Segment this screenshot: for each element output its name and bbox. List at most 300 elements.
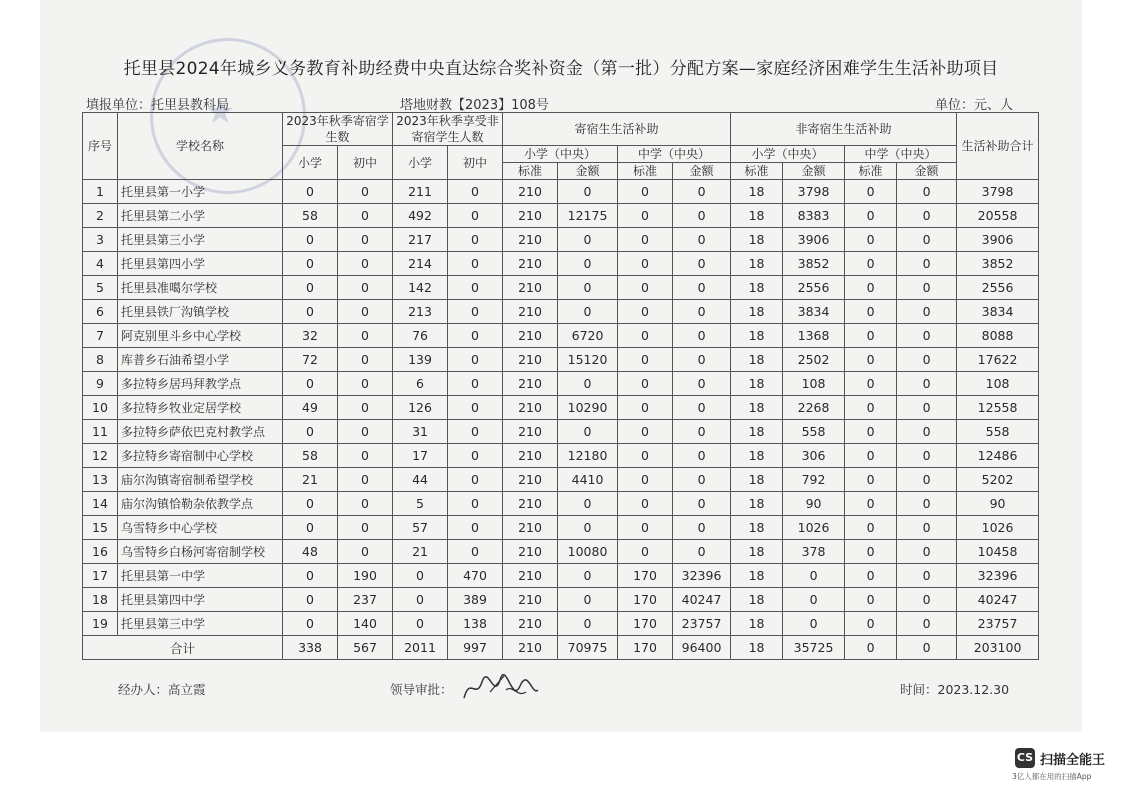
table-cell: 0 xyxy=(448,228,503,252)
table-row xyxy=(83,372,1039,396)
table-cell: 213 xyxy=(393,300,448,324)
table-cell: 0 xyxy=(845,492,897,516)
table-cell: 18 xyxy=(731,468,783,492)
table-cell: 0 xyxy=(673,516,731,540)
table-row xyxy=(83,588,1039,612)
total-cell: 203100 xyxy=(957,636,1039,660)
table-cell: 0 xyxy=(618,300,673,324)
table-cell: 4410 xyxy=(558,468,618,492)
table-cell: 17 xyxy=(393,444,448,468)
table-cell: 0 xyxy=(845,444,897,468)
table-cell: 0 xyxy=(897,540,957,564)
table-cell: 18 xyxy=(83,588,118,612)
total-cell: 0 xyxy=(897,636,957,660)
table-cell: 20558 xyxy=(957,204,1039,228)
table-cell: 18 xyxy=(731,444,783,468)
table-cell: 19 xyxy=(83,612,118,636)
table-cell: 5 xyxy=(393,492,448,516)
table-cell: 210 xyxy=(503,612,558,636)
school-name-cell: 托里县第三中学 xyxy=(118,612,283,636)
table-cell: 0 xyxy=(618,324,673,348)
header-standard: 标准 xyxy=(503,163,558,180)
table-cell: 0 xyxy=(558,372,618,396)
table-row xyxy=(83,540,1039,564)
table-row xyxy=(83,252,1039,276)
table-cell: 0 xyxy=(448,492,503,516)
table-row xyxy=(83,444,1039,468)
table-cell: 0 xyxy=(558,588,618,612)
header-junior: 初中 xyxy=(448,146,503,180)
unit-label: 单位：元、人 xyxy=(935,98,1014,113)
table-cell: 7 xyxy=(83,324,118,348)
table-cell: 1 xyxy=(83,180,118,204)
table-cell: 18 xyxy=(731,540,783,564)
table-row xyxy=(83,396,1039,420)
school-name-cell: 托里县第三小学 xyxy=(118,228,283,252)
table-cell: 0 xyxy=(618,444,673,468)
table-cell: 3798 xyxy=(957,180,1039,204)
table-cell: 0 xyxy=(448,204,503,228)
table-cell: 31 xyxy=(393,420,448,444)
table-cell: 3834 xyxy=(783,300,845,324)
table-cell: 492 xyxy=(393,204,448,228)
table-cell: 0 xyxy=(618,372,673,396)
table-cell: 0 xyxy=(558,228,618,252)
table-cell: 0 xyxy=(283,516,338,540)
document-number: 塔地财教【2023】108号 xyxy=(400,98,549,113)
table-cell: 210 xyxy=(503,588,558,612)
table-cell: 90 xyxy=(957,492,1039,516)
table-cell: 210 xyxy=(503,540,558,564)
table-cell: 0 xyxy=(897,252,957,276)
table-cell: 0 xyxy=(845,540,897,564)
table-cell: 0 xyxy=(283,564,338,588)
handwritten-signature xyxy=(460,670,540,708)
table-cell: 237 xyxy=(338,588,393,612)
table-cell: 0 xyxy=(618,468,673,492)
table-cell: 0 xyxy=(338,396,393,420)
table-cell: 12180 xyxy=(558,444,618,468)
table-cell: 57 xyxy=(393,516,448,540)
header-school: 学校名称 xyxy=(118,113,283,180)
table-cell: 0 xyxy=(897,396,957,420)
table-cell: 0 xyxy=(897,420,957,444)
table-row xyxy=(83,468,1039,492)
header-amount: 金额 xyxy=(783,163,845,180)
table-cell: 210 xyxy=(503,468,558,492)
document-title: 托里县2024年城乡义务教育补助经费中央直达综合奖补资金（第一批）分配方案—家庭经济困难学生生活补助项目 xyxy=(123,59,999,79)
table-cell: 210 xyxy=(503,252,558,276)
scanner-app-name: 扫描全能王 xyxy=(1040,752,1106,768)
table-cell: 0 xyxy=(283,588,338,612)
table-cell: 12486 xyxy=(957,444,1039,468)
table-cell: 0 xyxy=(338,372,393,396)
table-cell: 210 xyxy=(503,276,558,300)
table-cell: 0 xyxy=(673,300,731,324)
table-cell: 4 xyxy=(83,252,118,276)
table-cell: 210 xyxy=(503,180,558,204)
table-row xyxy=(83,276,1039,300)
table-cell: 0 xyxy=(338,276,393,300)
table-cell: 0 xyxy=(673,252,731,276)
table-cell: 0 xyxy=(845,252,897,276)
table-cell: 0 xyxy=(673,396,731,420)
school-name-cell: 多拉特乡萨依巴克村教学点 xyxy=(118,420,283,444)
table-cell: 0 xyxy=(283,420,338,444)
subsidy-table xyxy=(82,112,1039,660)
table-cell: 0 xyxy=(845,396,897,420)
table-cell: 0 xyxy=(448,516,503,540)
table-cell: 0 xyxy=(673,348,731,372)
table-cell: 210 xyxy=(503,372,558,396)
table-cell: 6 xyxy=(393,372,448,396)
table-cell: 0 xyxy=(338,516,393,540)
table-cell: 11 xyxy=(83,420,118,444)
table-cell: 5202 xyxy=(957,468,1039,492)
table-row xyxy=(83,516,1039,540)
school-name-cell: 阿克别里斗乡中心学校 xyxy=(118,324,283,348)
table-cell: 58 xyxy=(283,444,338,468)
header-nonboarding-count: 2023年秋季享受非寄宿学生人数 xyxy=(393,113,503,146)
table-cell: 0 xyxy=(283,612,338,636)
table-cell: 0 xyxy=(673,276,731,300)
school-name-cell: 乌雪特乡中心学校 xyxy=(118,516,283,540)
table-cell: 90 xyxy=(783,492,845,516)
table-cell: 0 xyxy=(845,204,897,228)
table-cell: 210 xyxy=(503,204,558,228)
table-cell: 0 xyxy=(393,564,448,588)
header-primary: 小学 xyxy=(393,146,448,180)
table-cell: 210 xyxy=(503,396,558,420)
header-primary-central: 小学（中央） xyxy=(731,146,845,163)
header-standard: 标准 xyxy=(731,163,783,180)
table-cell: 108 xyxy=(783,372,845,396)
school-name-cell: 托里县第四中学 xyxy=(118,588,283,612)
table-cell: 0 xyxy=(558,564,618,588)
scanner-slogan: 3亿人都在用的扫描App xyxy=(1012,772,1092,781)
table-cell: 10458 xyxy=(957,540,1039,564)
header-standard: 标准 xyxy=(845,163,897,180)
seal-star-icon: ★ xyxy=(205,92,236,132)
approval-label: 领导审批： xyxy=(390,682,453,697)
table-cell: 0 xyxy=(448,468,503,492)
table-cell: 0 xyxy=(283,372,338,396)
table-cell: 214 xyxy=(393,252,448,276)
table-cell: 2556 xyxy=(783,276,845,300)
table-cell: 0 xyxy=(845,420,897,444)
table-cell: 0 xyxy=(618,420,673,444)
table-cell: 306 xyxy=(783,444,845,468)
table-cell: 211 xyxy=(393,180,448,204)
table-cell: 44 xyxy=(393,468,448,492)
table-cell: 0 xyxy=(618,180,673,204)
table-cell: 0 xyxy=(283,492,338,516)
handler-label: 经办人：高立霞 xyxy=(118,682,206,697)
table-cell: 210 xyxy=(503,348,558,372)
table-cell: 32396 xyxy=(673,564,731,588)
table-row xyxy=(83,180,1039,204)
table-cell: 21 xyxy=(283,468,338,492)
table-cell: 18 xyxy=(731,180,783,204)
table-cell: 0 xyxy=(448,444,503,468)
table-cell: 0 xyxy=(618,540,673,564)
table-cell: 0 xyxy=(448,540,503,564)
table-cell: 23757 xyxy=(957,612,1039,636)
header-primary: 小学 xyxy=(283,146,338,180)
table-cell: 40247 xyxy=(957,588,1039,612)
table-cell: 15 xyxy=(83,516,118,540)
table-cell: 0 xyxy=(558,252,618,276)
table-cell: 0 xyxy=(448,420,503,444)
table-cell: 0 xyxy=(558,492,618,516)
table-cell: 0 xyxy=(783,564,845,588)
table-cell: 0 xyxy=(897,564,957,588)
table-cell: 0 xyxy=(338,420,393,444)
table-cell: 126 xyxy=(393,396,448,420)
total-cell: 210 xyxy=(503,636,558,660)
table-cell: 6720 xyxy=(558,324,618,348)
table-cell: 0 xyxy=(673,420,731,444)
table-cell: 170 xyxy=(618,588,673,612)
header-row-1 xyxy=(83,113,1039,146)
table-cell: 0 xyxy=(618,348,673,372)
table-cell: 18 xyxy=(731,324,783,348)
school-name-cell: 乌雪特乡白杨河寄宿制学校 xyxy=(118,540,283,564)
table-cell: 8383 xyxy=(783,204,845,228)
table-cell: 210 xyxy=(503,300,558,324)
table-cell: 1368 xyxy=(783,324,845,348)
table-cell: 0 xyxy=(338,324,393,348)
table-cell: 0 xyxy=(283,180,338,204)
table-cell: 0 xyxy=(393,588,448,612)
total-cell: 70975 xyxy=(558,636,618,660)
table-cell: 0 xyxy=(338,492,393,516)
total-cell: 35725 xyxy=(783,636,845,660)
table-cell: 3852 xyxy=(783,252,845,276)
table-cell: 138 xyxy=(448,612,503,636)
table-cell: 0 xyxy=(448,348,503,372)
table-row xyxy=(83,564,1039,588)
table-cell: 0 xyxy=(283,276,338,300)
total-cell: 567 xyxy=(338,636,393,660)
filling-unit: 填报单位：托里县教科局 xyxy=(86,98,230,113)
table-cell: 0 xyxy=(897,348,957,372)
header-amount: 金额 xyxy=(897,163,957,180)
school-name-cell: 托里县第一中学 xyxy=(118,564,283,588)
table-cell: 142 xyxy=(393,276,448,300)
table-cell: 0 xyxy=(338,180,393,204)
header-standard: 标准 xyxy=(618,163,673,180)
table-cell: 210 xyxy=(503,564,558,588)
table-cell: 2268 xyxy=(783,396,845,420)
table-cell: 217 xyxy=(393,228,448,252)
table-cell: 0 xyxy=(338,468,393,492)
table-cell: 0 xyxy=(618,252,673,276)
school-name-cell: 庙尔沟镇寄宿制希望学校 xyxy=(118,468,283,492)
table-cell: 5 xyxy=(83,276,118,300)
table-cell: 0 xyxy=(338,228,393,252)
table-cell: 0 xyxy=(673,444,731,468)
table-cell: 0 xyxy=(845,516,897,540)
table-cell: 40247 xyxy=(673,588,731,612)
header-primary-central: 小学（中央） xyxy=(503,146,618,163)
table-cell: 0 xyxy=(673,372,731,396)
table-cell: 108 xyxy=(957,372,1039,396)
table-row xyxy=(83,348,1039,372)
table-cell: 170 xyxy=(618,612,673,636)
table-cell: 3 xyxy=(83,228,118,252)
table-cell: 12 xyxy=(83,444,118,468)
table-cell: 558 xyxy=(957,420,1039,444)
table-cell: 49 xyxy=(283,396,338,420)
school-name-cell: 库普乡石油希望小学 xyxy=(118,348,283,372)
header-total: 生活补助合计 xyxy=(957,113,1039,180)
table-cell: 558 xyxy=(783,420,845,444)
table-cell: 32 xyxy=(283,324,338,348)
table-cell: 0 xyxy=(283,252,338,276)
table-cell: 2 xyxy=(83,204,118,228)
table-row xyxy=(83,204,1039,228)
table-cell: 10080 xyxy=(558,540,618,564)
table-cell: 0 xyxy=(897,612,957,636)
table-cell: 18 xyxy=(731,204,783,228)
total-row xyxy=(83,636,1039,660)
table-cell: 18 xyxy=(731,492,783,516)
school-name-cell: 多拉特乡寄宿制中心学校 xyxy=(118,444,283,468)
total-cell: 2011 xyxy=(393,636,448,660)
table-cell: 2502 xyxy=(783,348,845,372)
table-cell: 1026 xyxy=(957,516,1039,540)
table-cell: 1026 xyxy=(783,516,845,540)
table-cell: 3906 xyxy=(783,228,845,252)
school-name-cell: 托里县第四小学 xyxy=(118,252,283,276)
table-cell: 0 xyxy=(338,300,393,324)
header-seq: 序号 xyxy=(83,113,118,180)
table-row xyxy=(83,228,1039,252)
table-row xyxy=(83,300,1039,324)
table-cell: 3906 xyxy=(957,228,1039,252)
table-cell: 0 xyxy=(448,300,503,324)
table-cell: 190 xyxy=(338,564,393,588)
table-cell: 210 xyxy=(503,228,558,252)
table-cell: 0 xyxy=(448,276,503,300)
table-cell: 0 xyxy=(558,180,618,204)
table-cell: 0 xyxy=(845,348,897,372)
table-cell: 0 xyxy=(673,204,731,228)
table-cell: 792 xyxy=(783,468,845,492)
table-cell: 16 xyxy=(83,540,118,564)
table-cell: 0 xyxy=(845,372,897,396)
table-cell: 18 xyxy=(731,276,783,300)
table-cell: 0 xyxy=(673,468,731,492)
table-cell: 0 xyxy=(897,324,957,348)
total-cell: 0 xyxy=(845,636,897,660)
table-cell: 2556 xyxy=(957,276,1039,300)
table-cell: 32396 xyxy=(957,564,1039,588)
school-name-cell: 庙尔沟镇恰勒杂依教学点 xyxy=(118,492,283,516)
table-cell: 0 xyxy=(845,324,897,348)
school-name-cell: 多拉特乡居玛拜教学点 xyxy=(118,372,283,396)
table-cell: 3834 xyxy=(957,300,1039,324)
table-cell: 0 xyxy=(393,612,448,636)
table-cell: 0 xyxy=(338,540,393,564)
table-cell: 18 xyxy=(731,252,783,276)
table-cell: 0 xyxy=(897,300,957,324)
table-cell: 6 xyxy=(83,300,118,324)
total-label: 合计 xyxy=(83,636,283,660)
table-row xyxy=(83,324,1039,348)
table-cell: 23757 xyxy=(673,612,731,636)
table-cell: 18 xyxy=(731,372,783,396)
table-cell: 76 xyxy=(393,324,448,348)
table-cell: 0 xyxy=(897,468,957,492)
table-cell: 0 xyxy=(558,420,618,444)
header-nonboarding-subsidy: 非寄宿生生活补助 xyxy=(731,113,957,146)
table-cell: 14 xyxy=(83,492,118,516)
table-cell: 0 xyxy=(338,348,393,372)
table-cell: 0 xyxy=(845,468,897,492)
table-cell: 18 xyxy=(731,348,783,372)
table-cell: 8 xyxy=(83,348,118,372)
table-cell: 0 xyxy=(673,492,731,516)
school-name-cell: 托里县铁厂沟镇学校 xyxy=(118,300,283,324)
table-cell: 389 xyxy=(448,588,503,612)
table-row xyxy=(83,612,1039,636)
table-cell: 0 xyxy=(283,300,338,324)
header-middle-central: 中学（中央） xyxy=(845,146,957,163)
table-cell: 210 xyxy=(503,492,558,516)
table-cell: 0 xyxy=(448,324,503,348)
table-cell: 18 xyxy=(731,420,783,444)
table-cell: 17622 xyxy=(957,348,1039,372)
table-cell: 0 xyxy=(618,396,673,420)
table-cell: 0 xyxy=(338,204,393,228)
total-cell: 997 xyxy=(448,636,503,660)
table-cell: 0 xyxy=(897,204,957,228)
table-cell: 0 xyxy=(448,396,503,420)
table-cell: 139 xyxy=(393,348,448,372)
table-cell: 17 xyxy=(83,564,118,588)
table-cell: 470 xyxy=(448,564,503,588)
table-cell: 0 xyxy=(618,204,673,228)
table-cell: 10 xyxy=(83,396,118,420)
table-cell: 15120 xyxy=(558,348,618,372)
total-cell: 96400 xyxy=(673,636,731,660)
table-cell: 0 xyxy=(783,612,845,636)
table-cell: 10290 xyxy=(558,396,618,420)
table-cell: 9 xyxy=(83,372,118,396)
table-cell: 210 xyxy=(503,324,558,348)
table-cell: 0 xyxy=(845,300,897,324)
table-cell: 0 xyxy=(897,444,957,468)
table-cell: 0 xyxy=(618,228,673,252)
header-amount: 金额 xyxy=(673,163,731,180)
header-middle-central: 中学（中央） xyxy=(618,146,731,163)
table-cell: 0 xyxy=(897,276,957,300)
date-label: 时间：2023.12.30 xyxy=(900,682,1010,697)
table-cell: 18 xyxy=(731,564,783,588)
school-name-cell: 托里县第二小学 xyxy=(118,204,283,228)
table-cell: 0 xyxy=(558,516,618,540)
table-cell: 48 xyxy=(283,540,338,564)
table-cell: 0 xyxy=(448,180,503,204)
table-cell: 0 xyxy=(897,588,957,612)
table-cell: 18 xyxy=(731,588,783,612)
table-cell: 0 xyxy=(338,444,393,468)
table-cell: 0 xyxy=(558,276,618,300)
table-cell: 0 xyxy=(897,228,957,252)
table-cell: 12175 xyxy=(558,204,618,228)
